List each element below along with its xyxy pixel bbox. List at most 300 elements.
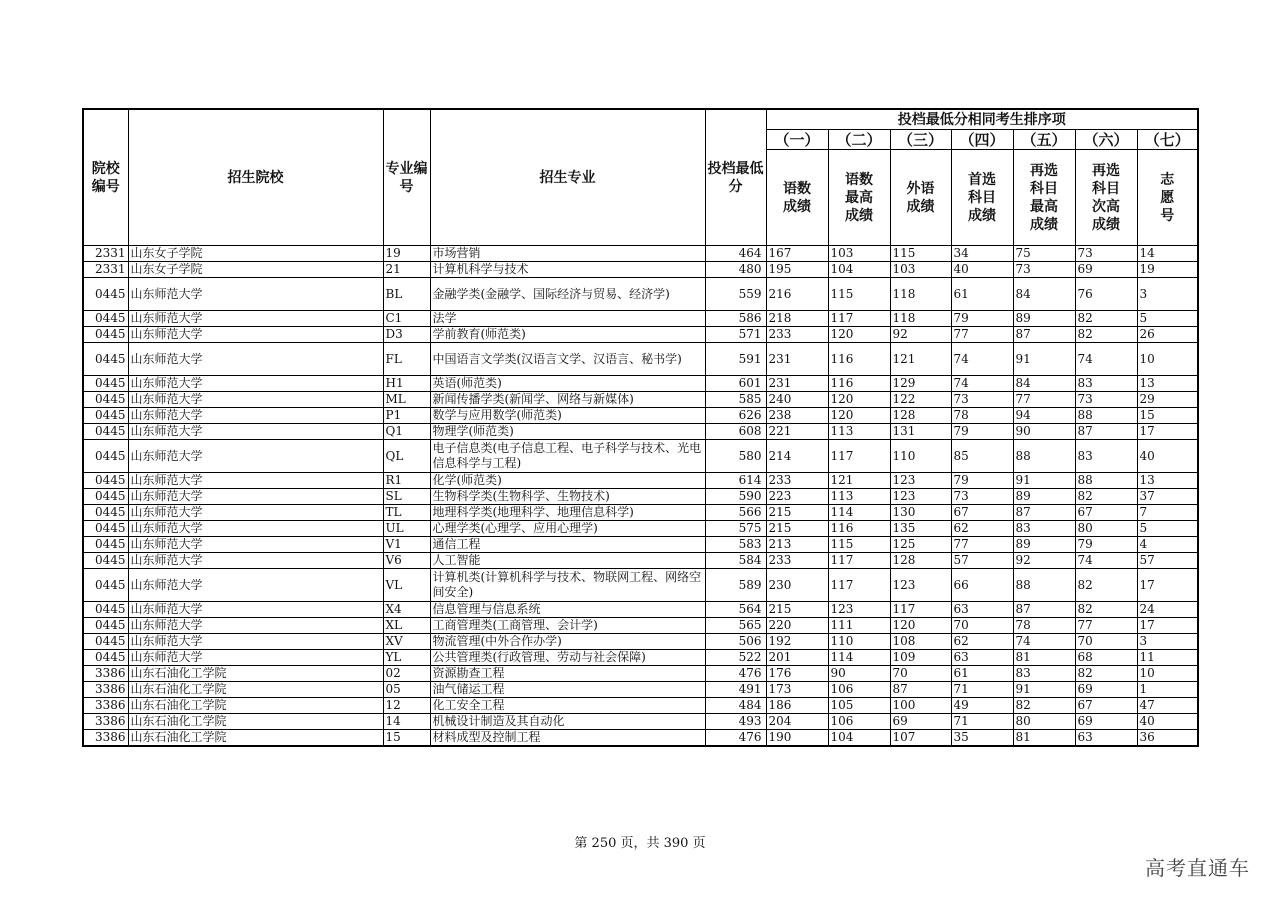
order-5-cell: 74 — [1013, 634, 1075, 650]
school-name-cell: 山东石油化工学院 — [128, 730, 383, 747]
school-code-cell: 0445 — [83, 537, 128, 553]
major-code-cell: Q1 — [383, 424, 430, 440]
order-7-cell: 17 — [1137, 424, 1198, 440]
major-code-cell: V6 — [383, 553, 430, 569]
order-6-cell: 83 — [1075, 376, 1137, 392]
order-3-cell: 87 — [890, 682, 951, 698]
order-4-cell: 61 — [951, 278, 1013, 311]
order-6-cell: 88 — [1075, 473, 1137, 489]
order-5-cell: 84 — [1013, 278, 1075, 311]
major-code-cell: 05 — [383, 682, 430, 698]
order-7-cell: 3 — [1137, 278, 1198, 311]
order-4-cell: 71 — [951, 682, 1013, 698]
admission-score-table — [82, 108, 1199, 747]
order-5-cell: 81 — [1013, 730, 1075, 747]
major-code-cell: 02 — [383, 666, 430, 682]
order-5-cell: 91 — [1013, 473, 1075, 489]
order-3-cell: 120 — [890, 618, 951, 634]
major-code-cell: QL — [383, 440, 430, 473]
school-name-cell: 山东石油化工学院 — [128, 698, 383, 714]
school-code-cell: 0445 — [83, 473, 128, 489]
order-1-cell: 213 — [766, 537, 828, 553]
order-item-3: 外语成绩 — [890, 150, 951, 246]
order-1-cell: 192 — [766, 634, 828, 650]
order-1-cell: 221 — [766, 424, 828, 440]
table-body — [83, 246, 1198, 747]
table-row — [83, 376, 1198, 392]
min-score-cell: 608 — [705, 424, 766, 440]
order-2-cell: 120 — [828, 392, 890, 408]
order-6-cell: 69 — [1075, 714, 1137, 730]
order-4-cell: 71 — [951, 714, 1013, 730]
order-1-cell: 233 — [766, 327, 828, 343]
order-7-cell: 47 — [1137, 698, 1198, 714]
order-1-cell: 233 — [766, 473, 828, 489]
order-6-cell: 67 — [1075, 698, 1137, 714]
school-code-cell: 0445 — [83, 408, 128, 424]
major-code-cell: FL — [383, 343, 430, 376]
order-6-cell: 82 — [1075, 569, 1137, 602]
major-name-cell: 数学与应用数学(师范类) — [430, 408, 705, 424]
school-code-cell: 0445 — [83, 489, 128, 505]
major-code-cell: 19 — [383, 246, 430, 262]
order-3-cell: 118 — [890, 278, 951, 311]
order-2-cell: 120 — [828, 327, 890, 343]
order-4-cell: 62 — [951, 634, 1013, 650]
school-name-cell: 山东女子学院 — [128, 262, 383, 278]
order-2-cell: 117 — [828, 569, 890, 602]
major-code-cell: XL — [383, 618, 430, 634]
order-1-cell: 231 — [766, 343, 828, 376]
major-name-cell: 材料成型及控制工程 — [430, 730, 705, 747]
order-4-cell: 74 — [951, 343, 1013, 376]
page-number: 第 250 页，共 390 页 — [574, 836, 706, 851]
header-tie-break-group: 投档最低分相同考生排序项 — [766, 109, 1198, 130]
order-3-cell: 123 — [890, 473, 951, 489]
school-name-cell: 山东石油化工学院 — [128, 682, 383, 698]
order-3-cell: 117 — [890, 602, 951, 618]
order-4-cell: 63 — [951, 602, 1013, 618]
order-2-cell: 123 — [828, 602, 890, 618]
order-2-cell: 116 — [828, 521, 890, 537]
school-name-cell: 山东师范大学 — [128, 473, 383, 489]
order-1-cell: 204 — [766, 714, 828, 730]
order-6-cell: 82 — [1075, 311, 1137, 327]
order-5-cell: 91 — [1013, 343, 1075, 376]
min-score-cell: 464 — [705, 246, 766, 262]
order-5-cell: 89 — [1013, 489, 1075, 505]
min-score-cell: 583 — [705, 537, 766, 553]
major-name-cell: 资源勘查工程 — [430, 666, 705, 682]
order-1-cell: 201 — [766, 650, 828, 666]
order-4-cell: 77 — [951, 327, 1013, 343]
table-row — [83, 311, 1198, 327]
min-score-cell: 491 — [705, 682, 766, 698]
order-6-cell: 82 — [1075, 666, 1137, 682]
major-code-cell: 15 — [383, 730, 430, 747]
order-4-cell: 73 — [951, 489, 1013, 505]
order-5-cell: 87 — [1013, 327, 1075, 343]
order-2-cell: 114 — [828, 650, 890, 666]
school-code-cell: 0445 — [83, 311, 128, 327]
table-row — [83, 682, 1198, 698]
school-name-cell: 山东师范大学 — [128, 521, 383, 537]
order-3-cell: 131 — [890, 424, 951, 440]
min-score-cell: 584 — [705, 553, 766, 569]
major-code-cell: 14 — [383, 714, 430, 730]
order-6-cell: 82 — [1075, 327, 1137, 343]
min-score-cell: 589 — [705, 569, 766, 602]
order-6-cell: 67 — [1075, 505, 1137, 521]
order-6-cell: 82 — [1075, 489, 1137, 505]
order-3-cell: 107 — [890, 730, 951, 747]
major-name-cell: 机械设计制造及其自动化 — [430, 714, 705, 730]
major-name-cell: 人工智能 — [430, 553, 705, 569]
major-name-cell: 英语(师范类) — [430, 376, 705, 392]
order-4-cell: 78 — [951, 408, 1013, 424]
order-5-cell: 87 — [1013, 602, 1075, 618]
order-4-cell: 34 — [951, 246, 1013, 262]
order-6-cell: 77 — [1075, 618, 1137, 634]
order-item-1: 语数成绩 — [766, 150, 828, 246]
school-code-cell: 0445 — [83, 440, 128, 473]
school-code-cell: 0445 — [83, 376, 128, 392]
school-code-cell: 0445 — [83, 392, 128, 408]
order-2-cell: 115 — [828, 537, 890, 553]
order-1-cell: 195 — [766, 262, 828, 278]
order-1-cell: 216 — [766, 278, 828, 311]
table-row — [83, 714, 1198, 730]
order-7-cell: 13 — [1137, 376, 1198, 392]
order-5-cell: 88 — [1013, 569, 1075, 602]
order-2-cell: 103 — [828, 246, 890, 262]
major-code-cell: VL — [383, 569, 430, 602]
table-row — [83, 408, 1198, 424]
order-3-cell: 100 — [890, 698, 951, 714]
order-1-cell: 240 — [766, 392, 828, 408]
major-name-cell: 新闻传播学类(新闻学、网络与新媒体) — [430, 392, 705, 408]
order-6-cell: 68 — [1075, 650, 1137, 666]
major-name-cell: 化学(师范类) — [430, 473, 705, 489]
order-4-cell: 73 — [951, 392, 1013, 408]
table-row — [83, 473, 1198, 489]
header-major-code: 专业编号 — [383, 109, 430, 246]
school-code-cell: 0445 — [83, 553, 128, 569]
major-name-cell: 信息管理与信息系统 — [430, 602, 705, 618]
order-1-cell: 214 — [766, 440, 828, 473]
order-7-cell: 29 — [1137, 392, 1198, 408]
order-1-cell: 238 — [766, 408, 828, 424]
order-item-6: 再选科目次高成绩 — [1075, 150, 1137, 246]
order-item-7: 志愿号 — [1137, 150, 1198, 246]
order-7-cell: 40 — [1137, 714, 1198, 730]
order-7-cell: 1 — [1137, 682, 1198, 698]
min-score-cell: 566 — [705, 505, 766, 521]
order-7-cell: 36 — [1137, 730, 1198, 747]
order-1-cell: 186 — [766, 698, 828, 714]
min-score-cell: 476 — [705, 666, 766, 682]
school-name-cell: 山东师范大学 — [128, 489, 383, 505]
order-3-cell: 128 — [890, 553, 951, 569]
table-row — [83, 634, 1198, 650]
order-1-cell: 230 — [766, 569, 828, 602]
min-score-cell: 590 — [705, 489, 766, 505]
order-4-cell: 66 — [951, 569, 1013, 602]
school-name-cell: 山东师范大学 — [128, 569, 383, 602]
min-score-cell: 571 — [705, 327, 766, 343]
order-4-cell: 40 — [951, 262, 1013, 278]
min-score-cell: 586 — [705, 311, 766, 327]
school-name-cell: 山东师范大学 — [128, 650, 383, 666]
table-row — [83, 327, 1198, 343]
order-label-1: （一） — [766, 130, 828, 150]
order-item-4: 首选科目成绩 — [951, 150, 1013, 246]
major-name-cell: 金融学类(金融学、国际经济与贸易、经济学) — [430, 278, 705, 311]
order-6-cell: 80 — [1075, 521, 1137, 537]
order-4-cell: 85 — [951, 440, 1013, 473]
order-2-cell: 104 — [828, 262, 890, 278]
order-2-cell: 105 — [828, 698, 890, 714]
order-5-cell: 87 — [1013, 505, 1075, 521]
order-3-cell: 118 — [890, 311, 951, 327]
school-name-cell: 山东师范大学 — [128, 343, 383, 376]
order-7-cell: 7 — [1137, 505, 1198, 521]
order-3-cell: 122 — [890, 392, 951, 408]
order-2-cell: 113 — [828, 489, 890, 505]
order-label-3: （三） — [890, 130, 951, 150]
table-row — [83, 262, 1198, 278]
order-2-cell: 117 — [828, 553, 890, 569]
order-5-cell: 82 — [1013, 698, 1075, 714]
order-2-cell: 116 — [828, 343, 890, 376]
order-1-cell: 215 — [766, 602, 828, 618]
major-name-cell: 法学 — [430, 311, 705, 327]
order-7-cell: 19 — [1137, 262, 1198, 278]
header-school-code: 院校编号 — [83, 109, 128, 246]
major-code-cell: C1 — [383, 311, 430, 327]
school-name-cell: 山东师范大学 — [128, 505, 383, 521]
order-5-cell: 78 — [1013, 618, 1075, 634]
major-name-cell: 中国语言文学类(汉语言文学、汉语言、秘书学) — [430, 343, 705, 376]
order-6-cell: 83 — [1075, 440, 1137, 473]
min-score-cell: 565 — [705, 618, 766, 634]
major-name-cell: 通信工程 — [430, 537, 705, 553]
order-item-5: 再选科目最高成绩 — [1013, 150, 1075, 246]
order-4-cell: 35 — [951, 730, 1013, 747]
order-2-cell: 121 — [828, 473, 890, 489]
order-5-cell: 81 — [1013, 650, 1075, 666]
order-2-cell: 115 — [828, 278, 890, 311]
school-code-cell: 3386 — [83, 730, 128, 747]
table-row — [83, 698, 1198, 714]
order-2-cell: 110 — [828, 634, 890, 650]
order-5-cell: 88 — [1013, 440, 1075, 473]
watermark-logo: 高考直通车 — [1145, 856, 1250, 880]
order-6-cell: 82 — [1075, 602, 1137, 618]
major-code-cell: UL — [383, 521, 430, 537]
order-3-cell: 115 — [890, 246, 951, 262]
order-6-cell: 76 — [1075, 278, 1137, 311]
major-code-cell: 12 — [383, 698, 430, 714]
school-code-cell: 0445 — [83, 424, 128, 440]
order-label-7: （七） — [1137, 130, 1198, 150]
school-name-cell: 山东石油化工学院 — [128, 666, 383, 682]
order-4-cell: 79 — [951, 473, 1013, 489]
school-name-cell: 山东师范大学 — [128, 440, 383, 473]
order-5-cell: 89 — [1013, 311, 1075, 327]
order-6-cell: 69 — [1075, 682, 1137, 698]
order-3-cell: 108 — [890, 634, 951, 650]
order-1-cell: 231 — [766, 376, 828, 392]
min-score-cell: 580 — [705, 440, 766, 473]
order-5-cell: 83 — [1013, 521, 1075, 537]
school-code-cell: 0445 — [83, 521, 128, 537]
school-code-cell: 0445 — [83, 569, 128, 602]
school-name-cell: 山东师范大学 — [128, 618, 383, 634]
order-7-cell: 17 — [1137, 569, 1198, 602]
order-1-cell: 220 — [766, 618, 828, 634]
major-name-cell: 物理学(师范类) — [430, 424, 705, 440]
school-code-cell: 3386 — [83, 682, 128, 698]
min-score-cell: 601 — [705, 376, 766, 392]
order-2-cell: 106 — [828, 682, 890, 698]
school-name-cell: 山东师范大学 — [128, 376, 383, 392]
order-7-cell: 40 — [1137, 440, 1198, 473]
order-6-cell: 74 — [1075, 553, 1137, 569]
min-score-cell: 476 — [705, 730, 766, 747]
order-5-cell: 92 — [1013, 553, 1075, 569]
order-4-cell: 79 — [951, 424, 1013, 440]
major-code-cell: XV — [383, 634, 430, 650]
school-name-cell: 山东师范大学 — [128, 537, 383, 553]
major-name-cell: 学前教育(师范类) — [430, 327, 705, 343]
order-1-cell: 190 — [766, 730, 828, 747]
order-5-cell: 84 — [1013, 376, 1075, 392]
min-score-cell: 522 — [705, 650, 766, 666]
order-2-cell: 117 — [828, 440, 890, 473]
order-3-cell: 135 — [890, 521, 951, 537]
order-3-cell: 121 — [890, 343, 951, 376]
major-code-cell: X4 — [383, 602, 430, 618]
min-score-cell: 564 — [705, 602, 766, 618]
order-1-cell: 173 — [766, 682, 828, 698]
major-name-cell: 心理学类(心理学、应用心理学) — [430, 521, 705, 537]
order-6-cell: 87 — [1075, 424, 1137, 440]
order-5-cell: 73 — [1013, 262, 1075, 278]
table-row — [83, 521, 1198, 537]
school-code-cell: 3386 — [83, 698, 128, 714]
order-3-cell: 92 — [890, 327, 951, 343]
header-min-score: 投档最低分 — [705, 109, 766, 246]
major-code-cell: TL — [383, 505, 430, 521]
order-1-cell: 233 — [766, 553, 828, 569]
order-2-cell: 111 — [828, 618, 890, 634]
table-row — [83, 505, 1198, 521]
school-code-cell: 0445 — [83, 327, 128, 343]
header-major-name: 招生专业 — [430, 109, 705, 246]
table-row — [83, 650, 1198, 666]
major-code-cell: R1 — [383, 473, 430, 489]
major-name-cell: 公共管理类(行政管理、劳动与社会保障) — [430, 650, 705, 666]
major-name-cell: 物流管理(中外合作办学) — [430, 634, 705, 650]
order-5-cell: 80 — [1013, 714, 1075, 730]
school-name-cell: 山东师范大学 — [128, 553, 383, 569]
order-7-cell: 10 — [1137, 343, 1198, 376]
min-score-cell: 575 — [705, 521, 766, 537]
min-score-cell: 480 — [705, 262, 766, 278]
school-name-cell: 山东师范大学 — [128, 327, 383, 343]
order-2-cell: 120 — [828, 408, 890, 424]
school-name-cell: 山东师范大学 — [128, 311, 383, 327]
major-name-cell: 地理科学类(地理科学、地理信息科学) — [430, 505, 705, 521]
school-code-cell: 0445 — [83, 650, 128, 666]
order-4-cell: 61 — [951, 666, 1013, 682]
min-score-cell: 585 — [705, 392, 766, 408]
order-label-5: （五） — [1013, 130, 1075, 150]
min-score-cell: 484 — [705, 698, 766, 714]
major-code-cell: D3 — [383, 327, 430, 343]
major-name-cell: 生物科学类(生物科学、生物技术) — [430, 489, 705, 505]
order-1-cell: 215 — [766, 505, 828, 521]
table-row — [83, 440, 1198, 473]
table-row — [83, 343, 1198, 376]
school-name-cell: 山东师范大学 — [128, 634, 383, 650]
order-1-cell: 167 — [766, 246, 828, 262]
order-7-cell: 24 — [1137, 602, 1198, 618]
table-row — [83, 424, 1198, 440]
order-3-cell: 123 — [890, 569, 951, 602]
major-code-cell: V1 — [383, 537, 430, 553]
major-name-cell: 计算机科学与技术 — [430, 262, 705, 278]
order-4-cell: 74 — [951, 376, 1013, 392]
min-score-cell: 626 — [705, 408, 766, 424]
order-5-cell: 77 — [1013, 392, 1075, 408]
order-3-cell: 110 — [890, 440, 951, 473]
order-4-cell: 63 — [951, 650, 1013, 666]
table-row — [83, 489, 1198, 505]
major-name-cell: 工商管理类(工商管理、会计学) — [430, 618, 705, 634]
order-7-cell: 4 — [1137, 537, 1198, 553]
school-code-cell: 0445 — [83, 618, 128, 634]
order-3-cell: 69 — [890, 714, 951, 730]
order-label-6: （六） — [1075, 130, 1137, 150]
major-name-cell: 计算机类(计算机科学与技术、物联网工程、网络空间安全) — [430, 569, 705, 602]
order-7-cell: 11 — [1137, 650, 1198, 666]
order-6-cell: 70 — [1075, 634, 1137, 650]
table-row — [83, 553, 1198, 569]
school-name-cell: 山东女子学院 — [128, 246, 383, 262]
major-code-cell: YL — [383, 650, 430, 666]
order-4-cell: 79 — [951, 311, 1013, 327]
order-4-cell: 62 — [951, 521, 1013, 537]
order-4-cell: 57 — [951, 553, 1013, 569]
major-name-cell: 化工安全工程 — [430, 698, 705, 714]
school-code-cell: 3386 — [83, 666, 128, 682]
order-3-cell: 123 — [890, 489, 951, 505]
school-code-cell: 3386 — [83, 714, 128, 730]
table-header — [83, 109, 1198, 246]
school-code-cell: 2331 — [83, 262, 128, 278]
order-2-cell: 104 — [828, 730, 890, 747]
order-6-cell: 79 — [1075, 537, 1137, 553]
order-6-cell: 69 — [1075, 262, 1137, 278]
order-7-cell: 14 — [1137, 246, 1198, 262]
order-5-cell: 94 — [1013, 408, 1075, 424]
major-code-cell: 21 — [383, 262, 430, 278]
major-code-cell: H1 — [383, 376, 430, 392]
order-label-4: （四） — [951, 130, 1013, 150]
school-name-cell: 山东师范大学 — [128, 392, 383, 408]
